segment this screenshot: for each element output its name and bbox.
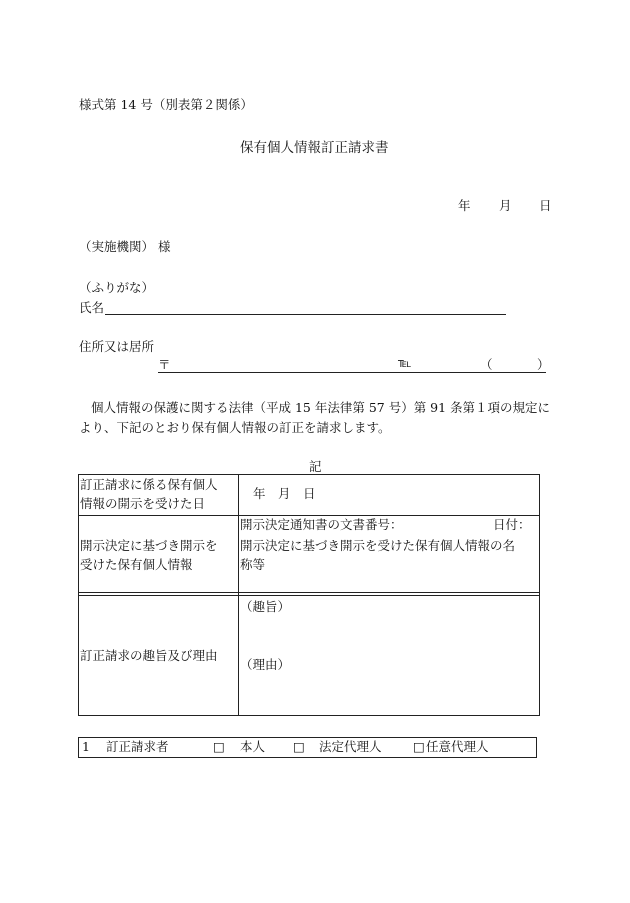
requester-label: 訂正請求者 xyxy=(106,739,169,754)
row1-label-line-1: 訂正請求に係る保有個人 xyxy=(80,477,218,492)
option-self-label: 本人 xyxy=(240,739,266,754)
checkbox-legal[interactable]: □ xyxy=(293,739,305,754)
ki-heading: 記 xyxy=(309,459,322,474)
page-title: 保有個人情報訂正請求書 xyxy=(240,140,389,156)
form-number: 様式第 14 号（別表第２関係） xyxy=(79,97,253,112)
address-label: 住所又は居所 xyxy=(79,339,155,354)
row2-label-line-1: 開示決定に基づき開示を xyxy=(80,538,218,553)
row1-label-line-2: 情報の開示を受けた日 xyxy=(80,496,206,511)
addressee-honorific: 様 xyxy=(158,239,171,254)
body-text-line-1: 個人情報の保護に関する法律（平成 15 年法律第 57 号）第 91 条第１項の規定に xyxy=(91,400,551,415)
option-legal-label: 法定代理人 xyxy=(319,739,382,754)
checkbox-voluntary[interactable]: □ xyxy=(413,739,425,754)
table-row-divider-2a xyxy=(78,592,540,593)
row3-reason-label: （理由） xyxy=(240,657,291,672)
body-text-line-2: より、下記のとおり保有個人情報の訂正を請求します。 xyxy=(79,420,391,435)
tel-paren-close: ） xyxy=(537,357,550,372)
row2-value-line-1: 開示決定に基づき開示を受けた保有個人情報の名 xyxy=(240,538,516,553)
addressee-org: （実施機関） xyxy=(79,239,155,254)
requester-number: 1 xyxy=(82,739,90,754)
checkbox-self[interactable]: □ xyxy=(213,739,225,754)
date-month-label: 月 xyxy=(499,198,512,213)
row2-doc-number-label: 開示決定通知書の文書番号： xyxy=(240,517,403,532)
date-year-label: 年 xyxy=(458,198,471,213)
name-label: 氏名 xyxy=(79,300,105,315)
table-row-divider-2b xyxy=(78,595,540,596)
address-field-line[interactable] xyxy=(158,372,546,373)
row3-purpose-label: （趣旨） xyxy=(240,599,291,614)
row3-label: 訂正請求の趣旨及び理由 xyxy=(80,648,218,663)
row1-date-value[interactable]: 年 月 日 xyxy=(253,486,316,501)
row2-date-label: 日付： xyxy=(493,517,531,532)
name-field-line[interactable] xyxy=(105,314,506,315)
date-day-label: 日 xyxy=(539,198,552,213)
row2-value-line-2: 称等 xyxy=(240,557,266,572)
postal-mark: 〒 xyxy=(158,357,171,372)
row2-label-line-2: 受けた保有個人情報 xyxy=(80,557,193,572)
tel-paren-open: （ xyxy=(480,357,493,372)
tel-mark: ℡ xyxy=(398,355,412,370)
option-voluntary-label: 任意代理人 xyxy=(426,739,489,754)
furigana-label: （ふりがな） xyxy=(79,280,155,295)
